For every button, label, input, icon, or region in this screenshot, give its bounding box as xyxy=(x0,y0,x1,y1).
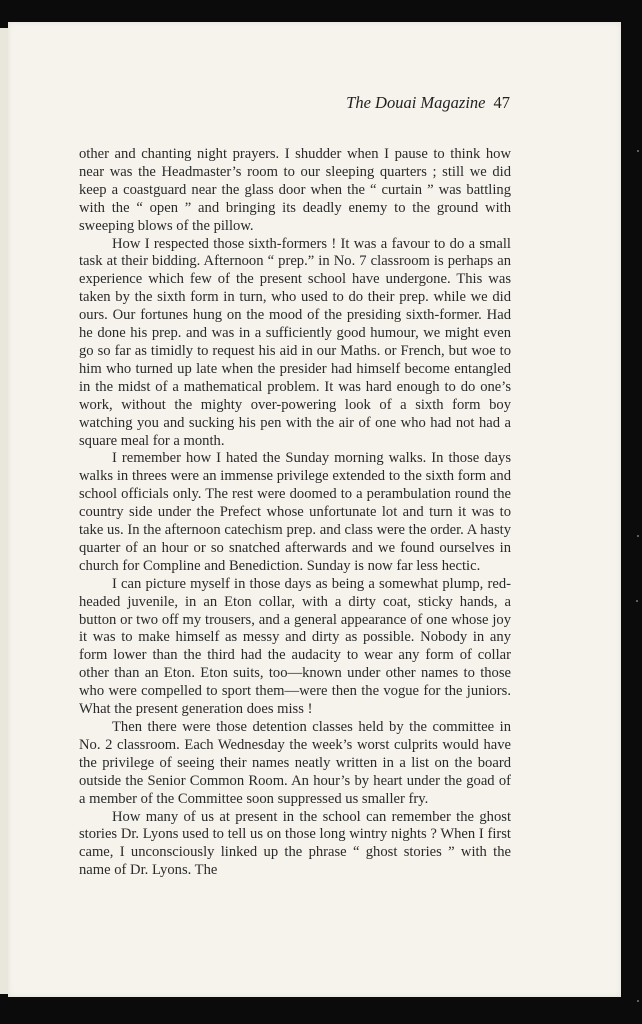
paragraph-4: I can picture myself in those days as being a somewhat plump, red-headed juvenile, in an Eton collar, with a dirty coat, sticky hands, a button or two off my trousers, and a general appearance of one whose joy it was to make himself as messy and dirty as possible. Nobody in any form lower than the third had the audacity to wear any form of collar other than an Eton. Eton suits, too—known under other names to those who were compelled to sport them—were then the vogue for the juniors. What the present generation does miss ! xyxy=(79,575,511,718)
paragraph-2: How I respected those sixth-formers ! It was a favour to do a small task at their bidding. Afternoon “ prep.” in No. 7 classroom is perhaps an experience which few of the present school have undergone. This was taken by the sixth form in turn, who used to do their prep. while we did ours. Our fortunes hung on the mood of the presiding sixth-former. Had he done his prep. and was in a sufficiently good humour, we might even go so far as timidly to request his aid in our Maths. or French, but woe to him who turned up late when the presider had himself become entangled in the midst of a mathematical problem. It was hard enough to do one’s work, without the mighty over-powering look of a sixth form boy watching you and sucking his pen with the air of one who had not had a square meal for a month. xyxy=(79,235,511,449)
running-head xyxy=(70,93,510,113)
body-text xyxy=(79,146,511,880)
page-number: 47 xyxy=(493,93,510,112)
magazine-title: The Douai Magazine xyxy=(346,93,486,112)
scan-speck xyxy=(637,150,639,152)
page-edge xyxy=(0,28,8,994)
scan-speck xyxy=(637,535,639,537)
paragraph-3: I remember how I hated the Sunday morning walks. In those days walks in threes were an immense privilege extended to the sixth form and school officials only. The rest were doomed to a perambulation round the country side under the Prefect whose unfortunate lot and turn it was to take us. In the afternoon catechism prep. and class were the order. A hasty quarter of an hour or so snatched afterwards and we found ourselves in church for Compline and Benediction. Sunday is now far less hectic. xyxy=(79,450,511,574)
paragraph-5: Then there were those detention classes held by the committee in No. 2 classroom. Each Wednesday the week’s worst culprits would have the privilege of seeing their names neatly written in a list on the board outside the Senior Common Room. An hour’s by heart under the goad of a member of the Committee soon suppressed us smaller fry. xyxy=(79,719,511,807)
scan-speck xyxy=(637,1000,639,1002)
paragraph-6: How many of us at present in the school can remember the ghost stories Dr. Lyons used to tell us on those long wintry nights ? When I first came, I unconsciously linked up the phrase “ ghost stories ” with the name of Dr. Lyons. The xyxy=(79,808,511,879)
scan-speck xyxy=(636,600,638,602)
paragraph-1: other and chanting night prayers. I shudder when I pause to think how near was the Headmaster’s room to our sleeping quarters ; still we did keep a coastguard near the glass door when the “ curtain ” was battling with the “ open ” and bringing its deadly enemy to the ground with sweeping blows of the pillow. xyxy=(79,146,511,234)
